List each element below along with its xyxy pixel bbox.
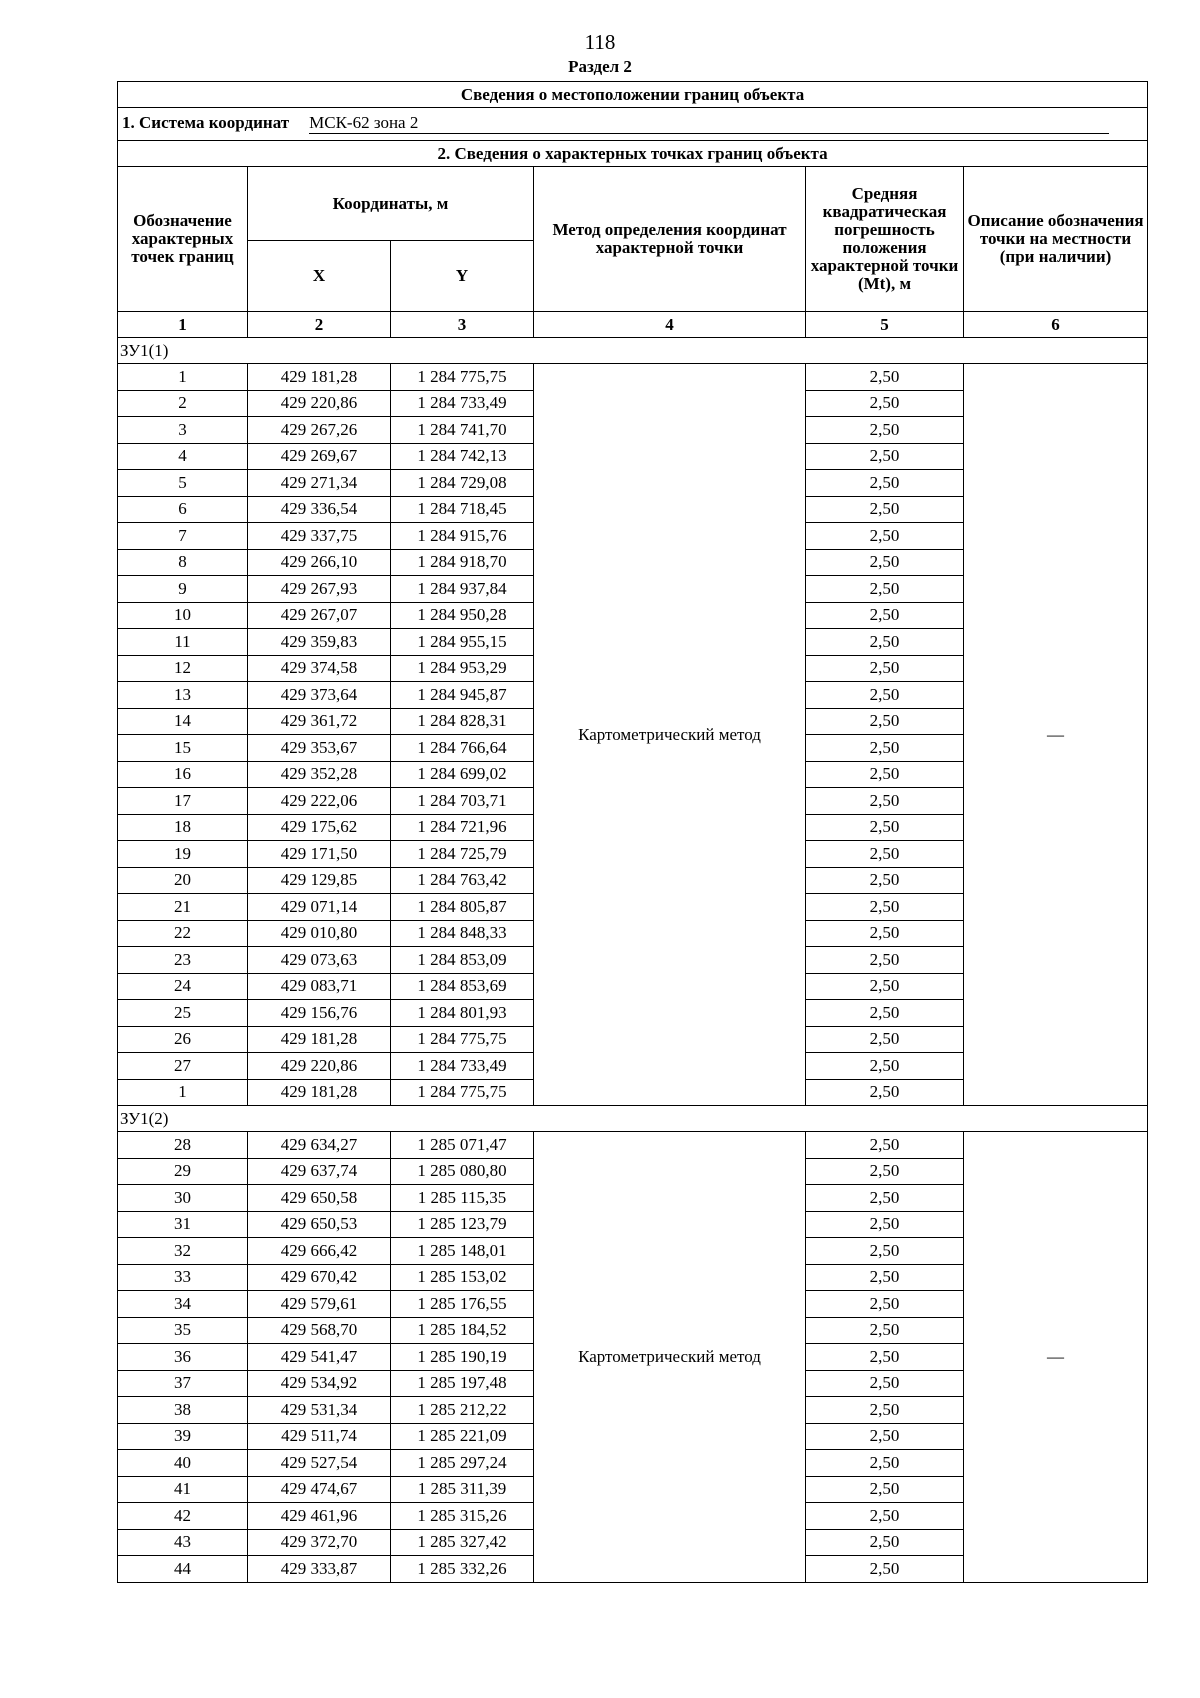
coord-y: 1 284 699,02 [391, 761, 534, 788]
coord-x: 429 010,80 [248, 920, 391, 947]
section-title: Раздел 2 [568, 57, 632, 76]
coord-x: 429 267,07 [248, 602, 391, 629]
point-id: 2 [118, 390, 248, 417]
coord-y: 1 285 153,02 [391, 1264, 534, 1291]
error-value: 2,50 [806, 973, 964, 1000]
header-description: Описание обозначения точки на местности (при наличии) [964, 167, 1148, 312]
header-point-designation: Обозначение характерных точек границ [118, 167, 248, 312]
coord-y: 1 284 950,28 [391, 602, 534, 629]
error-value: 2,50 [806, 523, 964, 550]
coord-y: 1 285 315,26 [391, 1503, 534, 1530]
coord-y: 1 284 733,49 [391, 390, 534, 417]
point-id: 1 [118, 364, 248, 391]
column-number: 6 [964, 312, 1148, 338]
error-value: 2,50 [806, 1556, 964, 1583]
coord-x: 429 071,14 [248, 894, 391, 921]
coord-y: 1 284 853,09 [391, 947, 534, 974]
coord-y: 1 285 221,09 [391, 1423, 534, 1450]
coord-x: 429 670,42 [248, 1264, 391, 1291]
coord-y: 1 285 311,39 [391, 1476, 534, 1503]
header-y: Y [391, 241, 534, 312]
coord-x: 429 266,10 [248, 549, 391, 576]
error-value: 2,50 [806, 364, 964, 391]
coord-system-row [118, 108, 1148, 141]
coord-y: 1 284 953,29 [391, 655, 534, 682]
coord-y: 1 284 741,70 [391, 417, 534, 444]
coord-x: 429 373,64 [248, 682, 391, 709]
error-value: 2,50 [806, 576, 964, 603]
point-id: 43 [118, 1529, 248, 1556]
error-value: 2,50 [806, 549, 964, 576]
point-id: 16 [118, 761, 248, 788]
coord-y: 1 285 184,52 [391, 1317, 534, 1344]
error-value: 2,50 [806, 1370, 964, 1397]
coord-x: 429 527,54 [248, 1450, 391, 1477]
point-id: 41 [118, 1476, 248, 1503]
point-id: 38 [118, 1397, 248, 1424]
coord-y: 1 285 212,22 [391, 1397, 534, 1424]
point-id: 10 [118, 602, 248, 629]
error-value: 2,50 [806, 1079, 964, 1106]
coord-x: 429 474,67 [248, 1476, 391, 1503]
error-value: 2,50 [806, 629, 964, 656]
coord-x: 429 175,62 [248, 814, 391, 841]
coord-x: 429 269,67 [248, 443, 391, 470]
coord-x: 429 171,50 [248, 841, 391, 868]
point-id: 33 [118, 1264, 248, 1291]
coord-y: 1 285 071,47 [391, 1132, 534, 1159]
coord-x: 429 156,76 [248, 1000, 391, 1027]
coord-x: 429 129,85 [248, 867, 391, 894]
group-header-row [118, 338, 1148, 364]
coord-x: 429 531,34 [248, 1397, 391, 1424]
header-method: Метод определения координат характерной точки [534, 167, 806, 312]
error-value: 2,50 [806, 390, 964, 417]
coord-y: 1 285 197,48 [391, 1370, 534, 1397]
coord-y: 1 284 918,70 [391, 549, 534, 576]
point-id: 31 [118, 1211, 248, 1238]
error-value: 2,50 [806, 1264, 964, 1291]
coord-x: 429 666,42 [248, 1238, 391, 1265]
coord-x: 429 361,72 [248, 708, 391, 735]
description-cell: — [964, 364, 1148, 1106]
error-value: 2,50 [806, 1503, 964, 1530]
column-number: 4 [534, 312, 806, 338]
point-id: 40 [118, 1450, 248, 1477]
coord-x: 429 359,83 [248, 629, 391, 656]
coord-y: 1 285 080,80 [391, 1158, 534, 1185]
coord-x: 429 073,63 [248, 947, 391, 974]
coord-x: 429 336,54 [248, 496, 391, 523]
header-error: Средняя квадратическая погрешность положения характерной точки (Mt), м [806, 167, 964, 312]
error-value: 2,50 [806, 602, 964, 629]
coord-x: 429 541,47 [248, 1344, 391, 1371]
error-value: 2,50 [806, 682, 964, 709]
coord-x: 429 267,93 [248, 576, 391, 603]
coord-y: 1 285 115,35 [391, 1185, 534, 1212]
coord-y: 1 285 297,24 [391, 1450, 534, 1477]
point-id: 36 [118, 1344, 248, 1371]
coord-x: 429 181,28 [248, 1079, 391, 1106]
coord-x: 429 181,28 [248, 364, 391, 391]
column-number: 5 [806, 312, 964, 338]
coord-x: 429 271,34 [248, 470, 391, 497]
coord-x: 429 579,61 [248, 1291, 391, 1318]
group-name: ЗУ1(2) [118, 1106, 1148, 1132]
error-value: 2,50 [806, 417, 964, 444]
coord-y: 1 284 733,49 [391, 1053, 534, 1080]
header-coordinates: Координаты, м [248, 167, 534, 241]
coord-y: 1 284 721,96 [391, 814, 534, 841]
error-value: 2,50 [806, 1291, 964, 1318]
point-id: 32 [118, 1238, 248, 1265]
error-value: 2,50 [806, 1238, 964, 1265]
coord-y: 1 284 828,31 [391, 708, 534, 735]
method-cell: Картометрический метод [534, 364, 806, 1106]
error-value: 2,50 [806, 1132, 964, 1159]
error-value: 2,50 [806, 1053, 964, 1080]
point-id: 4 [118, 443, 248, 470]
coord-x: 429 181,28 [248, 1026, 391, 1053]
error-value: 2,50 [806, 841, 964, 868]
coord-y: 1 284 801,93 [391, 1000, 534, 1027]
coord-y: 1 284 703,71 [391, 788, 534, 815]
column-number: 3 [391, 312, 534, 338]
error-value: 2,50 [806, 496, 964, 523]
point-id: 5 [118, 470, 248, 497]
coord-x: 429 568,70 [248, 1317, 391, 1344]
point-id: 13 [118, 682, 248, 709]
coord-y: 1 284 945,87 [391, 682, 534, 709]
point-id: 35 [118, 1317, 248, 1344]
coord-y: 1 284 853,69 [391, 973, 534, 1000]
boundary-points-table [117, 81, 1148, 1583]
point-id: 8 [118, 549, 248, 576]
page-number: 118 [584, 30, 616, 54]
point-id: 22 [118, 920, 248, 947]
coord-system-value: МСК-62 зона 2 [309, 114, 1109, 134]
point-id: 15 [118, 735, 248, 762]
error-value: 2,50 [806, 894, 964, 921]
point-id: 27 [118, 1053, 248, 1080]
point-id: 29 [118, 1158, 248, 1185]
point-id: 6 [118, 496, 248, 523]
point-id: 9 [118, 576, 248, 603]
column-number: 2 [248, 312, 391, 338]
point-id: 20 [118, 867, 248, 894]
error-value: 2,50 [806, 470, 964, 497]
point-id: 28 [118, 1132, 248, 1159]
error-value: 2,50 [806, 708, 964, 735]
point-id: 42 [118, 1503, 248, 1530]
coord-x: 429 650,53 [248, 1211, 391, 1238]
coord-y: 1 285 327,42 [391, 1529, 534, 1556]
coord-y: 1 284 775,75 [391, 364, 534, 391]
coord-x: 429 534,92 [248, 1370, 391, 1397]
coord-x: 429 637,74 [248, 1158, 391, 1185]
column-number: 1 [118, 312, 248, 338]
point-id: 14 [118, 708, 248, 735]
coord-y: 1 284 729,08 [391, 470, 534, 497]
coord-x: 429 220,86 [248, 1053, 391, 1080]
description-cell: — [964, 1132, 1148, 1583]
error-value: 2,50 [806, 1450, 964, 1477]
error-value: 2,50 [806, 1529, 964, 1556]
coord-x: 429 267,26 [248, 417, 391, 444]
point-id: 23 [118, 947, 248, 974]
error-value: 2,50 [806, 1397, 964, 1424]
point-id: 17 [118, 788, 248, 815]
point-id: 34 [118, 1291, 248, 1318]
point-id: 37 [118, 1370, 248, 1397]
coord-y: 1 284 763,42 [391, 867, 534, 894]
coord-x: 429 650,58 [248, 1185, 391, 1212]
coord-y: 1 284 848,33 [391, 920, 534, 947]
point-id: 18 [118, 814, 248, 841]
coord-y: 1 285 176,55 [391, 1291, 534, 1318]
coord-y: 1 284 718,45 [391, 496, 534, 523]
error-value: 2,50 [806, 867, 964, 894]
coord-x: 429 220,86 [248, 390, 391, 417]
coord-x: 429 461,96 [248, 1503, 391, 1530]
coord-x: 429 337,75 [248, 523, 391, 550]
point-id: 30 [118, 1185, 248, 1212]
coord-y: 1 284 742,13 [391, 443, 534, 470]
table-title: Сведения о местоположении границ объекта [118, 82, 1148, 108]
coord-y: 1 285 123,79 [391, 1211, 534, 1238]
error-value: 2,50 [806, 1000, 964, 1027]
coord-y: 1 285 190,19 [391, 1344, 534, 1371]
point-id: 39 [118, 1423, 248, 1450]
table-row [118, 364, 1148, 391]
coord-x: 429 333,87 [248, 1556, 391, 1583]
point-id: 7 [118, 523, 248, 550]
error-value: 2,50 [806, 1476, 964, 1503]
error-value: 2,50 [806, 947, 964, 974]
error-value: 2,50 [806, 443, 964, 470]
coord-y: 1 285 332,26 [391, 1556, 534, 1583]
coord-y: 1 284 937,84 [391, 576, 534, 603]
coord-y: 1 284 725,79 [391, 841, 534, 868]
error-value: 2,50 [806, 1423, 964, 1450]
point-id: 11 [118, 629, 248, 656]
error-value: 2,50 [806, 1026, 964, 1053]
coord-x: 429 372,70 [248, 1529, 391, 1556]
coord-x: 429 374,58 [248, 655, 391, 682]
point-id: 24 [118, 973, 248, 1000]
header-x: X [248, 241, 391, 312]
point-id: 19 [118, 841, 248, 868]
error-value: 2,50 [806, 1344, 964, 1371]
error-value: 2,50 [806, 1317, 964, 1344]
error-value: 2,50 [806, 814, 964, 841]
group-header-row [118, 1106, 1148, 1132]
error-value: 2,50 [806, 1185, 964, 1212]
point-id: 3 [118, 417, 248, 444]
group-name: ЗУ1(1) [118, 338, 1148, 364]
error-value: 2,50 [806, 788, 964, 815]
coord-y: 1 284 766,64 [391, 735, 534, 762]
coord-y: 1 284 805,87 [391, 894, 534, 921]
error-value: 2,50 [806, 655, 964, 682]
coord-x: 429 353,67 [248, 735, 391, 762]
point-id: 12 [118, 655, 248, 682]
point-id: 21 [118, 894, 248, 921]
method-cell: Картометрический метод [534, 1132, 806, 1583]
coord-y: 1 284 915,76 [391, 523, 534, 550]
table-row [118, 1132, 1148, 1159]
point-id: 44 [118, 1556, 248, 1583]
coord-x: 429 511,74 [248, 1423, 391, 1450]
error-value: 2,50 [806, 1158, 964, 1185]
coord-x: 429 083,71 [248, 973, 391, 1000]
coord-x: 429 634,27 [248, 1132, 391, 1159]
point-id: 26 [118, 1026, 248, 1053]
coord-y: 1 284 775,75 [391, 1026, 534, 1053]
subsection-title: 2. Сведения о характерных точках границ объекта [118, 141, 1148, 167]
error-value: 2,50 [806, 1211, 964, 1238]
coord-y: 1 284 775,75 [391, 1079, 534, 1106]
coord-x: 429 352,28 [248, 761, 391, 788]
coord-y: 1 285 148,01 [391, 1238, 534, 1265]
point-id: 25 [118, 1000, 248, 1027]
coord-y: 1 284 955,15 [391, 629, 534, 656]
point-id: 1 [118, 1079, 248, 1106]
error-value: 2,50 [806, 761, 964, 788]
error-value: 2,50 [806, 735, 964, 762]
error-value: 2,50 [806, 920, 964, 947]
coord-x: 429 222,06 [248, 788, 391, 815]
coord-system-label: 1. Система координат [122, 113, 290, 132]
